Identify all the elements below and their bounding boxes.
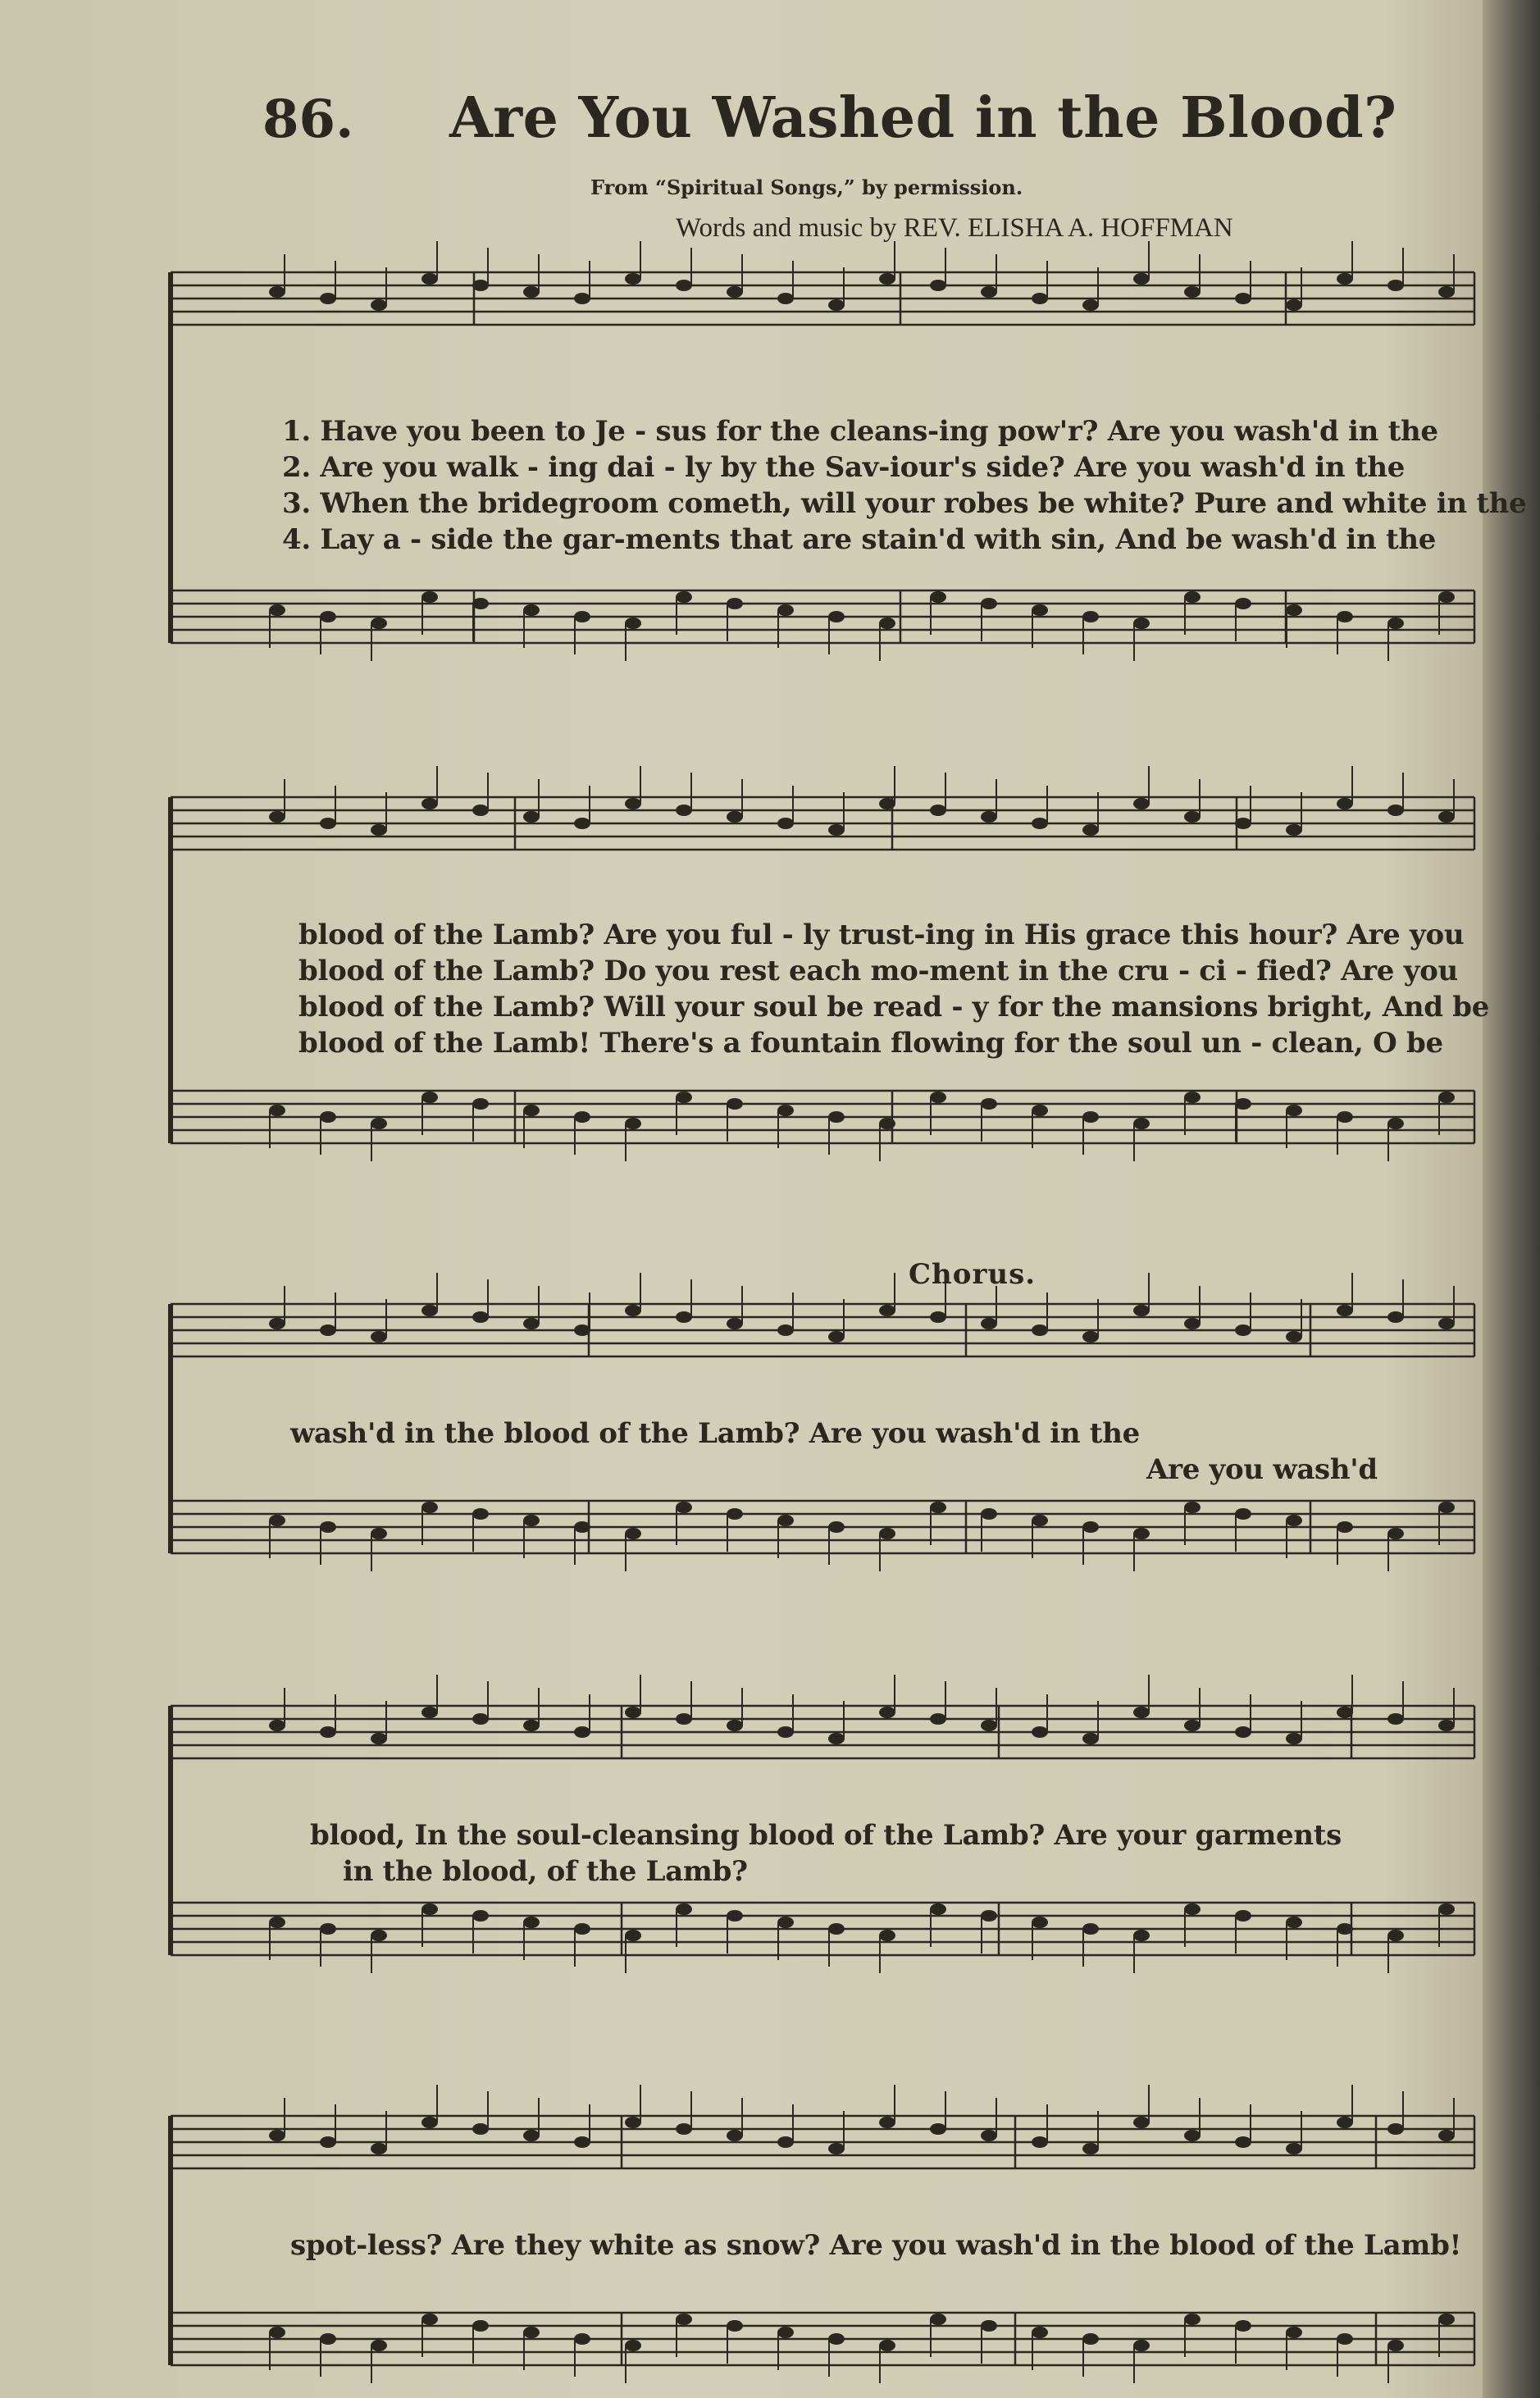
verse-4-line: blood of the Lamb! There's a fountain flowing for the soul un - clean, O be (298, 1027, 1443, 1060)
chorus-lyric-line: spot-less? Are they white as snow? Are you wash'd in the blood of the Lamb! (290, 2229, 1462, 2262)
chorus-label: Chorus. (909, 1258, 1037, 1291)
chorus-echo-line: in the blood, of the Lamb? (343, 1855, 748, 1888)
verse-3-line: 3. When the bridegroom cometh, will your robes be white? Pure and white in the (282, 487, 1527, 520)
chorus-echo-line: Are you wash'd (1146, 1453, 1378, 1486)
hymn-title: Are You Washed in the Blood? (449, 85, 1397, 151)
chorus-lyric-line: wash'd in the blood of the Lamb? Are you wash'd in the (290, 1417, 1140, 1450)
music-system-4 (162, 1698, 1496, 2042)
music-system-2 (162, 787, 1496, 1197)
chorus-lyric-line: blood, In the soul-cleansing blood of the Lamb? Are your garments (310, 1819, 1342, 1852)
verse-1-line: blood of the Lamb? Are you ful - ly trust-ing in His grace this hour? Are you (298, 919, 1465, 951)
music-system-1 (162, 262, 1527, 689)
verse-1-line: 1. Have you been to Je - sus for the cleans-ing pow'r? Are you wash'd in the (282, 415, 1438, 448)
music-system-5 (162, 2108, 1496, 2398)
verse-2-line: blood of the Lamb? Do you rest each mo-ment in the cru - ci - fied? Are you (298, 955, 1458, 987)
source-note: From “Spiritual Songs,” by permission. (590, 176, 1023, 199)
author-credit: Words and music by REV. ELISHA A. HOFFMAN (676, 213, 1233, 243)
verse-4-line: 4. Lay a - side the gar-ments that are stain'd with sin, And be wash'd in the (282, 523, 1437, 556)
verse-2-line: 2. Are you walk - ing dai - ly by the Sav-iour's side? Are you wash'd in the (282, 451, 1406, 484)
music-system-3 (162, 1296, 1496, 1640)
verse-3-line: blood of the Lamb? Will your soul be read - y for the mansions bright, And be (298, 991, 1490, 1023)
hymn-number: 86. (262, 89, 354, 150)
